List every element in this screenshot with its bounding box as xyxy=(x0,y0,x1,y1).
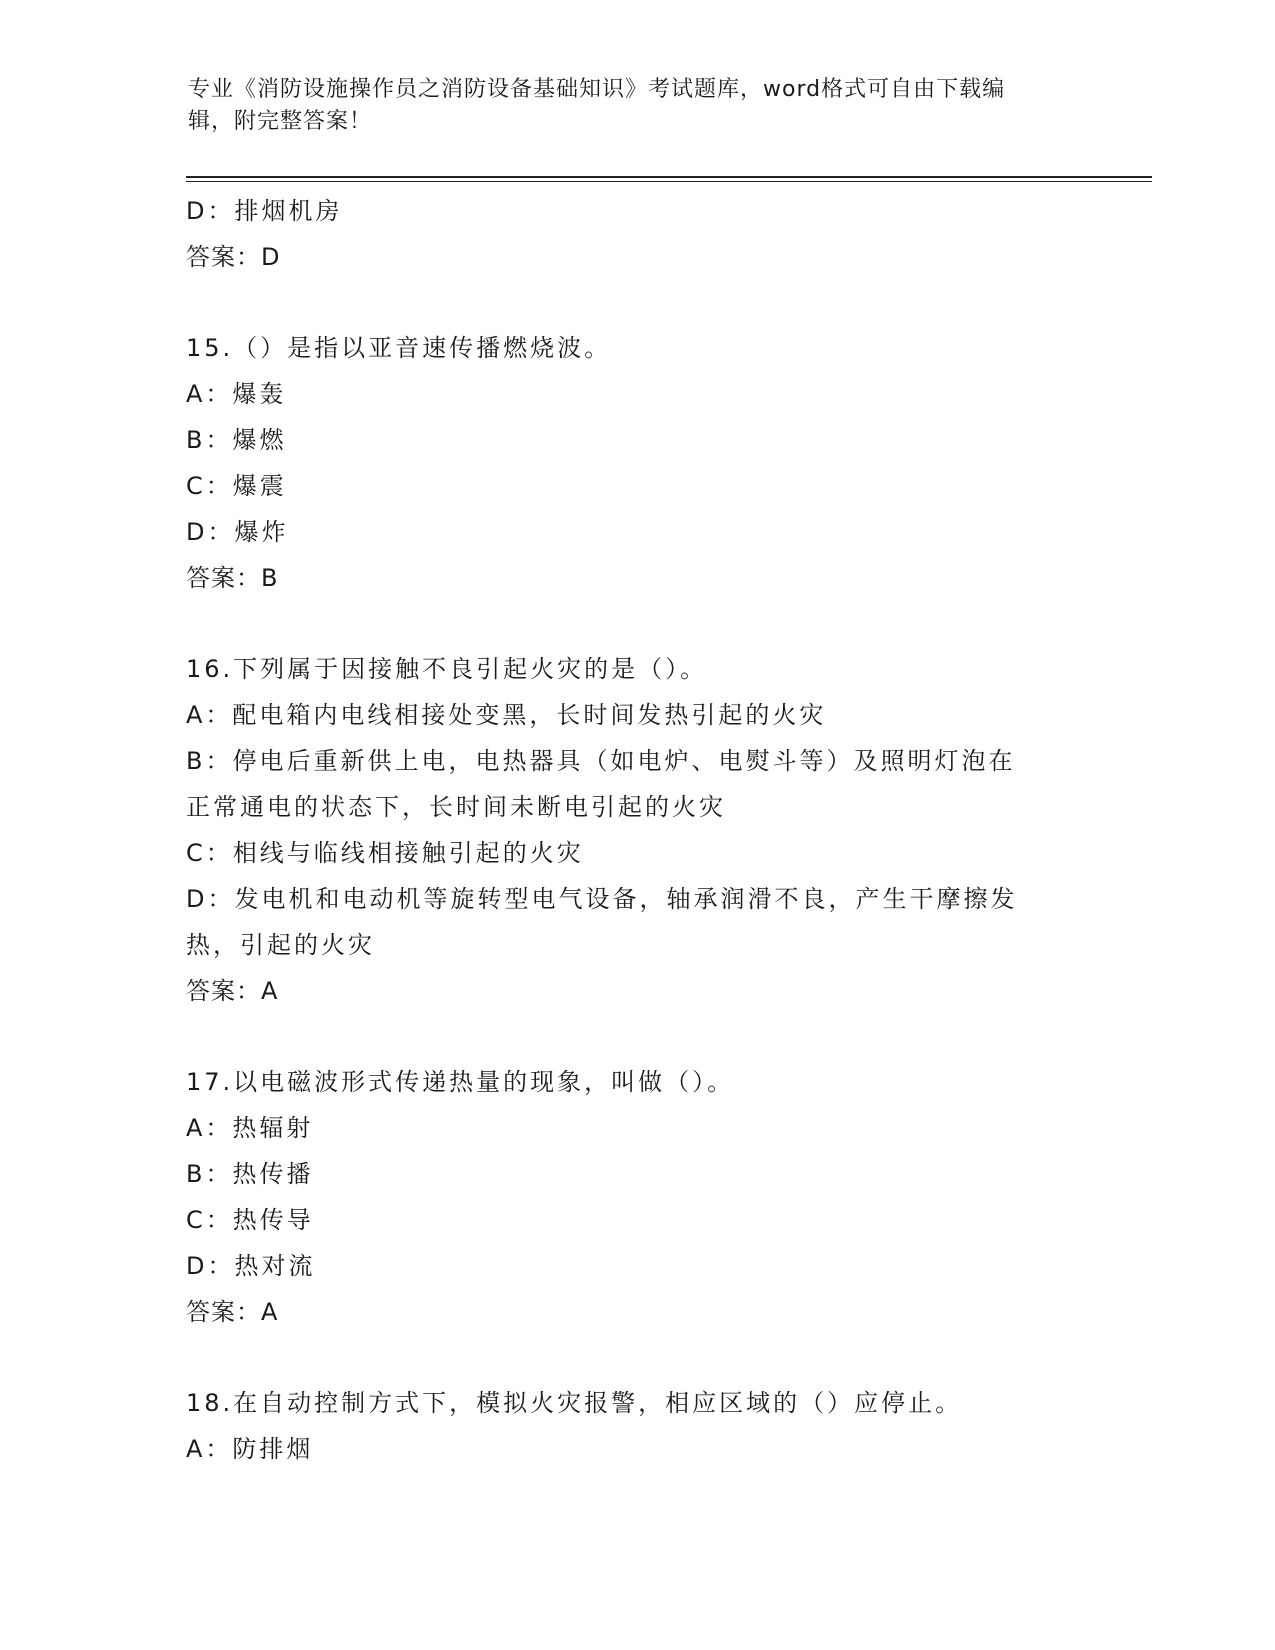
page-header xyxy=(188,74,1068,138)
header-divider-thin xyxy=(186,181,1152,182)
question-list xyxy=(186,188,1086,1472)
prev-option-d: D：排烟机房 xyxy=(186,197,343,225)
q17-stem: 17.以电磁波形式传递热量的现象，叫做（）。 xyxy=(186,1068,735,1096)
header-divider-thick xyxy=(186,176,1152,178)
q17-answer: 答案：A xyxy=(186,1298,279,1326)
q16-option-b-line-1: B：停电后重新供上电，电热器具（如电炉、电熨斗等）及照明灯泡在 xyxy=(186,747,1016,775)
q16-stem: 16.下列属于因接触不良引起火灾的是（）。 xyxy=(186,655,708,683)
q17-option-a: A：热辐射 xyxy=(186,1114,314,1142)
q16-answer: 答案：A xyxy=(186,977,279,1005)
header-line-1: 专业《消防设施操作员之消防设备基础知识》考试题库，word格式可自由下载编 xyxy=(188,77,1006,102)
q15-stem: 15.（）是指以亚音速传播燃烧波。 xyxy=(186,334,612,362)
q18-stem: 18.在自动控制方式下，模拟火灾报警，相应区域的（）应停止。 xyxy=(186,1389,963,1417)
q17-option-b: B：热传播 xyxy=(186,1160,314,1188)
q16-option-b-line-2: 正常通电的状态下，长时间未断电引起的火灾 xyxy=(186,793,726,821)
prev-answer: 答案：D xyxy=(186,243,281,271)
q18-option-a: A：防排烟 xyxy=(186,1435,314,1463)
q15-answer: 答案：B xyxy=(186,564,279,592)
q17-option-d: D：热对流 xyxy=(186,1252,316,1280)
q16-option-d-line-1: D：发电机和电动机等旋转型电气设备，轴承润滑不良，产生干摩擦发 xyxy=(186,885,1018,913)
q15-option-a: A：爆轰 xyxy=(186,380,287,408)
q15-option-b: B：爆燃 xyxy=(186,426,287,454)
header-line-2: 辑，附完整答案！ xyxy=(188,109,373,134)
q16-option-c: C：相线与临线相接触引起的火灾 xyxy=(186,839,584,867)
q15-option-c: C：爆震 xyxy=(186,472,287,500)
q17-option-c: C：热传导 xyxy=(186,1206,314,1234)
q16-option-d-line-2: 热，引起的火灾 xyxy=(186,931,375,959)
q16-option-a: A：配电箱内电线相接处变黑，长时间发热引起的火灾 xyxy=(186,701,827,729)
q15-option-d: D：爆炸 xyxy=(186,518,289,546)
